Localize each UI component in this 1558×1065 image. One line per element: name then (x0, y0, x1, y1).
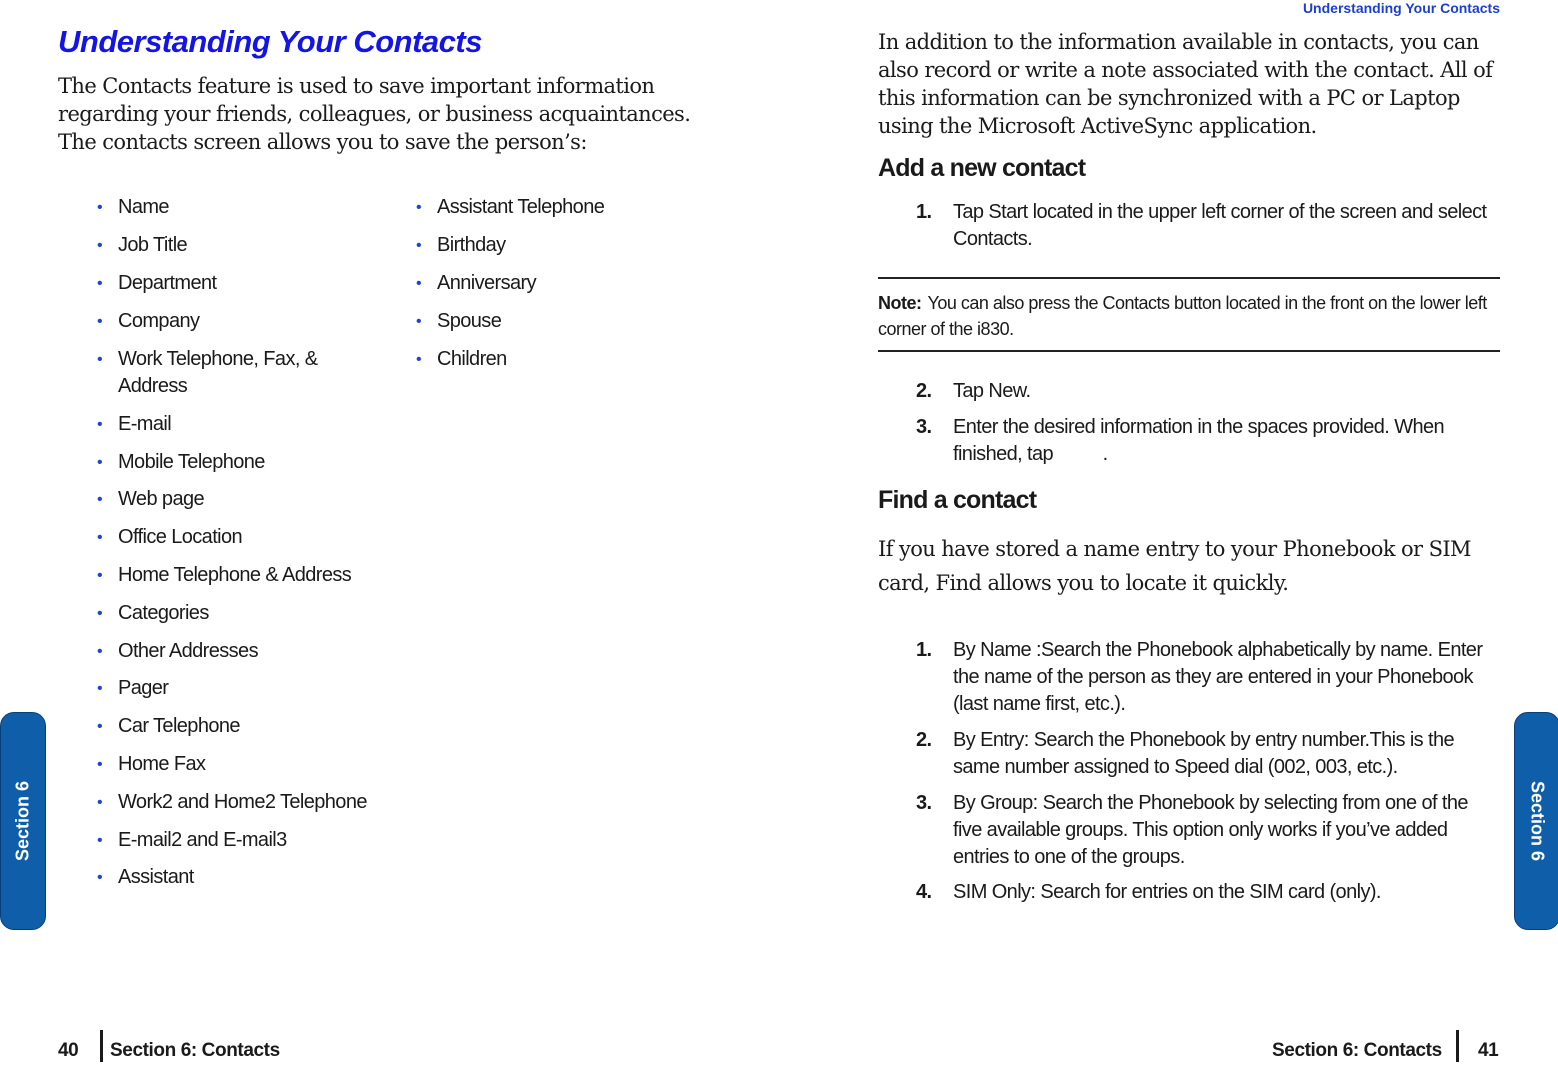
list-item: • Web page (97, 488, 205, 510)
list-item: • Assistant Telephone (416, 196, 605, 218)
right-intro-paragraph: In addition to the information available in contacts, you can also record or write a note associated with the contact. All of this information can be synchronized with a PC or Laptop using the Microsoft ActiveSync application. (878, 30, 1493, 138)
add-contact-heading: Add a new contact (878, 154, 1086, 182)
section-tab-left: Section 6 (0, 712, 46, 930)
list-item: • Name (97, 196, 169, 218)
list-item: • Home Telephone & Address (97, 564, 352, 586)
list-item: • Job Title (97, 234, 188, 256)
page-title: Understanding Your Contacts (58, 24, 482, 59)
note-box (878, 290, 1500, 342)
list-item: • Company (97, 310, 200, 332)
list-item: • Assistant (97, 866, 194, 888)
footer-divider-right (1456, 1030, 1459, 1062)
list-item: • Children (416, 348, 507, 370)
list-item: • Categories (97, 602, 209, 624)
list-item: • E-mail2 and E-mail3 (97, 829, 287, 851)
find-contact-heading: Find a contact (878, 486, 1037, 514)
find-description: If you have stored a name entry to your Phonebook or SIM card, Find allows you to locate it quickly. (878, 537, 1471, 595)
note-bottom-rule (878, 350, 1500, 352)
note-top-rule (878, 277, 1500, 279)
list-item: • Work Telephone, Fax, & Address (97, 348, 318, 397)
page-number-left: 40 (58, 1040, 79, 1061)
list-item: • Other Addresses (97, 640, 258, 662)
list-item: • Spouse (416, 310, 502, 332)
list-item: • Anniversary (416, 272, 536, 294)
note-text: You can also press the Contacts button located in the front on the lower left corner of the i830. (878, 293, 1487, 339)
footer-section-right: Section 6: Contacts (1272, 1040, 1442, 1061)
list-item: • Department (97, 272, 217, 294)
list-item: • Home Fax (97, 753, 206, 775)
list-item: • Office Location (97, 526, 243, 548)
footer-divider-left (100, 1030, 103, 1062)
footer-section-left: Section 6: Contacts (110, 1040, 280, 1061)
section-tab-right: Section 6 (1514, 712, 1558, 930)
page-number-right: 41 (1478, 1040, 1499, 1061)
note-label: Note: (878, 293, 922, 313)
list-item: • Work2 and Home2 Telephone (97, 791, 367, 813)
list-item: • Pager (97, 677, 169, 699)
list-item: • Car Telephone (97, 715, 240, 737)
running-head: Understanding Your Contacts (1302, 0, 1500, 16)
list-item: • Mobile Telephone (97, 451, 265, 473)
list-item: • Birthday (416, 234, 506, 256)
list-item: • E-mail (97, 413, 172, 435)
intro-paragraph: The Contacts feature is used to save important information regarding your friends, colleagues, or business acquaintances. The contacts screen allows you to save the person’s: (58, 74, 691, 154)
